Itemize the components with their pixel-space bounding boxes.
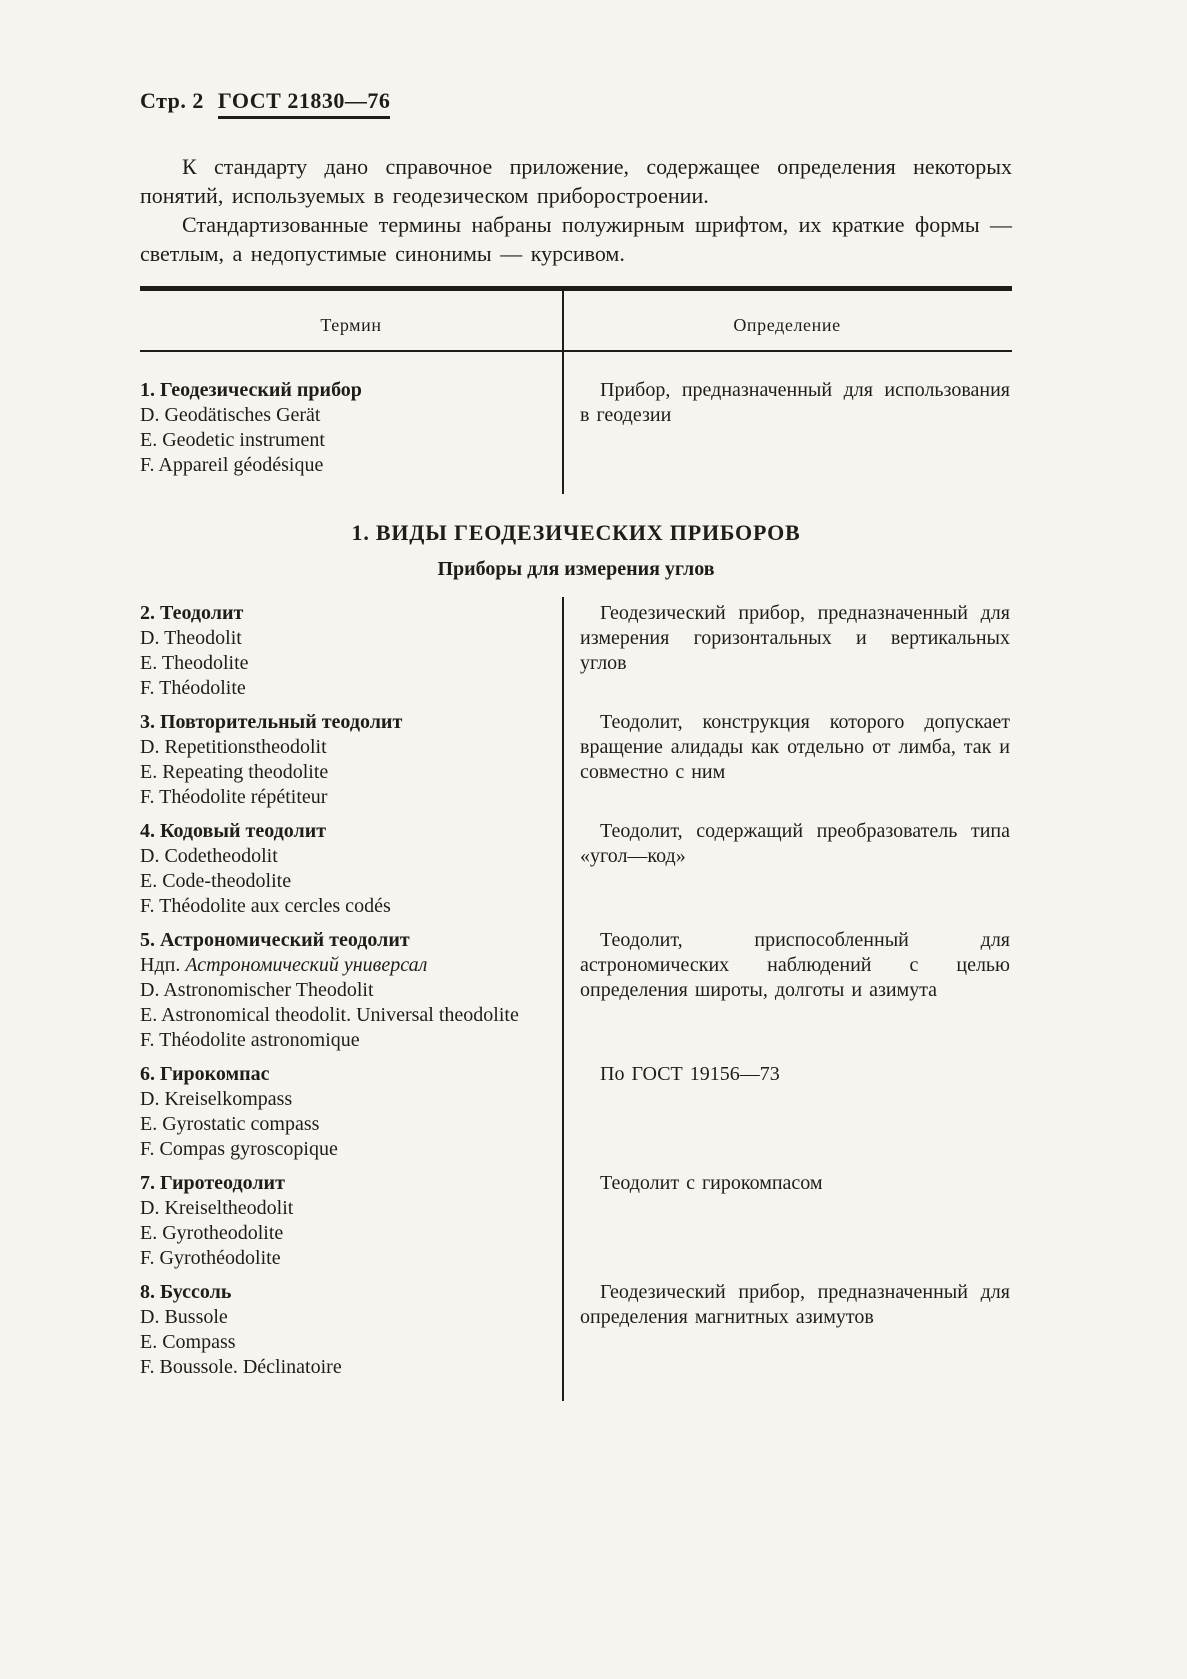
definition-text: Теодолит, содержащий преобразователь типа «угол—код» — [580, 820, 1010, 867]
term-translation: D. Geodätisches Gerät — [140, 404, 321, 426]
table-rows-main — [140, 601, 1012, 1380]
term-cell — [140, 1062, 562, 1162]
term-cell — [140, 819, 562, 919]
term-translation: F. Compas gyroscopique — [140, 1138, 338, 1160]
definition-cell — [562, 710, 1012, 810]
term-title: 1. Геодезический прибор — [140, 379, 362, 401]
column-divider — [562, 291, 564, 494]
term-translation: F. Boussole. Déclinatoire — [140, 1356, 342, 1378]
doc-number: ГОСТ 21830—76 — [218, 88, 390, 119]
definition-text: По ГОСТ 19156—73 — [600, 1063, 780, 1085]
definition-text: Теодолит, конструкция которого допускает вращение алидады как отдельно от лимба, так и совместно с ним — [580, 711, 1010, 783]
table-rows-top — [140, 352, 1012, 478]
term-translation: E. Compass — [140, 1331, 236, 1353]
term-translation: E. Astronomical theodolit. Universal theodolite — [140, 1004, 519, 1026]
term-translation: D. Repetitionstheodolit — [140, 736, 327, 758]
term-translation: F. Appareil géodésique — [140, 454, 324, 476]
term-translation: F. Théodolite astronomique — [140, 1029, 360, 1051]
term-translation: D. Codetheodolit — [140, 845, 278, 867]
term-cell — [140, 601, 562, 701]
term-translation: D. Kreiseltheodolit — [140, 1197, 294, 1219]
term-translation: E. Code-theodolite — [140, 870, 292, 892]
term-title: 2. Теодолит — [140, 602, 244, 624]
definition-cell — [562, 1280, 1012, 1380]
term-translation: D. Theodolit — [140, 627, 242, 649]
term-cell — [140, 378, 562, 478]
term-title: 7. Гиротеодолит — [140, 1172, 285, 1194]
section-title: 1. ВИДЫ ГЕОДЕЗИЧЕСКИХ ПРИБОРОВ — [351, 520, 801, 545]
definition-text: Геодезический прибор, предназначенный для определения магнитных азимутов — [580, 1281, 1010, 1328]
term-title: 4. Кодовый теодолит — [140, 820, 327, 842]
term-title: 3. Повторительный теодолит — [140, 711, 403, 733]
term-translation: D. Bussole — [140, 1306, 228, 1328]
table-row — [140, 928, 1012, 1053]
definition-text: Прибор, предназначенный для использования в геодезии — [580, 379, 1010, 426]
term-cell — [140, 1171, 562, 1271]
term-cell — [140, 710, 562, 810]
intro-paragraph: Стандартизованные термины набраны полужирным шрифтом, их краткие формы — светлым, а недопустимые синонимы — курсивом. — [140, 212, 1012, 266]
term-translation: E. Gyrotheodolite — [140, 1222, 284, 1244]
term-column-header: Термин — [320, 315, 382, 335]
term-cell — [140, 928, 562, 1053]
terms-table-header-section — [140, 286, 1012, 494]
table-row — [140, 1171, 1012, 1271]
term-translation: D. Kreiselkompass — [140, 1088, 293, 1110]
table-header-row — [140, 291, 1012, 352]
definition-cell — [562, 601, 1012, 701]
definition-cell — [562, 1171, 1012, 1271]
term-translation: D. Astronomischer Theodolit — [140, 979, 374, 1001]
term-title: 8. Буссоль — [140, 1281, 232, 1303]
definition-text: Геодезический прибор, предназначенный для измерения горизонтальных и вертикальных углов — [580, 602, 1010, 674]
term-translation: F. Théodolite aux cercles codés — [140, 895, 391, 917]
term-title: 6. Гирокомпас — [140, 1063, 270, 1085]
term-translation: E. Gyrostatic compass — [140, 1113, 320, 1135]
table-row — [140, 1280, 1012, 1380]
table-row — [140, 1062, 1012, 1162]
term-translation: E. Theodolite — [140, 652, 249, 674]
definition-cell — [562, 378, 1012, 478]
definition-text: Теодолит с гирокомпасом — [600, 1172, 823, 1194]
column-divider — [562, 597, 564, 1401]
term-inadmissible-synonym: Ндп. Астрономический универсал — [140, 954, 428, 976]
term-translation: E. Repeating theodolite — [140, 761, 329, 783]
table-row — [140, 710, 1012, 810]
term-title: 5. Астрономический теодолит — [140, 929, 410, 951]
definition-cell — [562, 1062, 1012, 1162]
page-number-label: Стр. 2 — [140, 88, 204, 113]
page-header — [140, 88, 1012, 114]
definition-text: Теодолит, приспособленный для астрономических наблюдений с целью определения широты, долготы и азимута — [580, 929, 1010, 1001]
definition-column-header: Определение — [733, 315, 841, 335]
term-cell — [140, 1280, 562, 1380]
intro-paragraph: К стандарту дано справочное приложение, содержащее определения некоторых понятий, используемых в геодезическом приборостроении. — [140, 154, 1012, 208]
terms-table-body — [140, 597, 1012, 1401]
table-row — [140, 352, 1012, 478]
term-translation: E. Geodetic instrument — [140, 429, 325, 451]
term-translation: F. Gyrothéodolite — [140, 1247, 281, 1269]
page-content — [140, 0, 1012, 1401]
section-subtitle: Приборы для измерения углов — [437, 558, 715, 580]
table-row — [140, 819, 1012, 919]
definition-cell — [562, 928, 1012, 1053]
table-row — [140, 601, 1012, 701]
term-translation: F. Théodolite — [140, 677, 246, 699]
definition-cell — [562, 819, 1012, 919]
term-translation: F. Théodolite répétiteur — [140, 786, 328, 808]
